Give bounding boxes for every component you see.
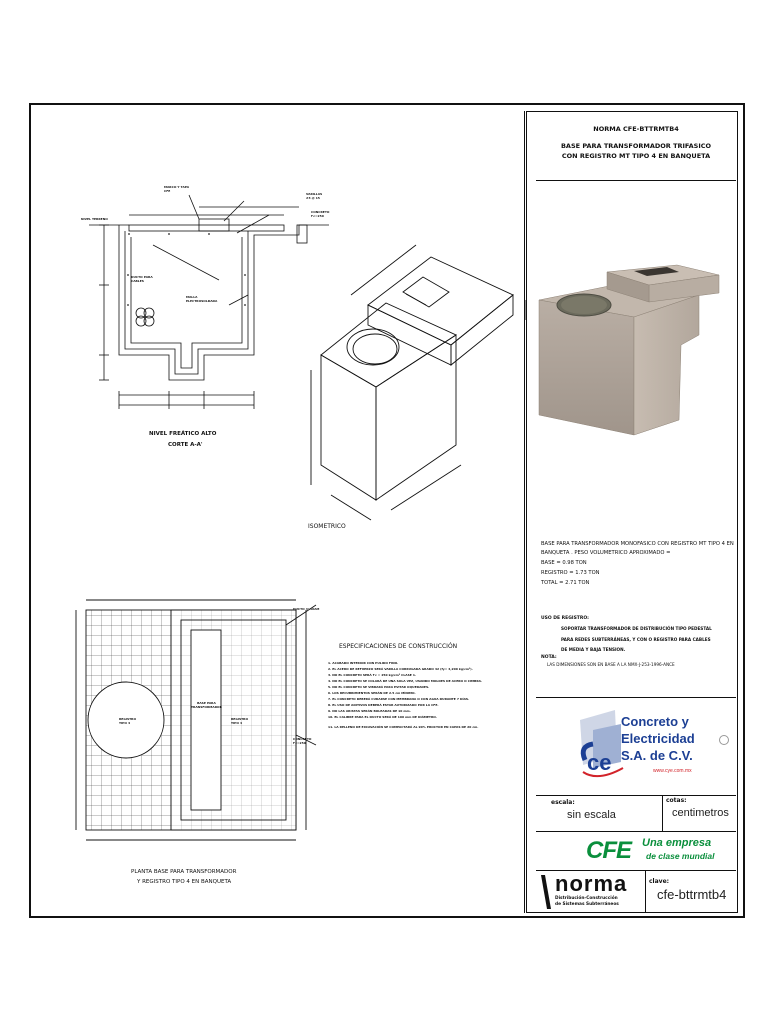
specs-title: ESPECIFICACIONES DE CONSTRUCCIÓN <box>339 643 458 650</box>
base-3d-render <box>539 245 729 455</box>
plan-label-ducto: DUCTO 4" DIAM <box>293 607 320 611</box>
norma-logo-text: norma <box>555 871 628 896</box>
plan-label-concreto: CONCRETO f'c=250 <box>293 737 312 745</box>
escala-value: sin escala <box>567 809 616 821</box>
uso-line-2: PARA REDES SUBTERRÁNEAS, Y CON O REGISTRO PARA CABLES <box>561 637 711 642</box>
svg-text:ce: ce <box>587 750 612 775</box>
spec-item: 4. NO EL CONCRETO SE COLARÁ DE UNA SOLA VEZ, USANDO MOLDES DE ACERO O CIMBRA. <box>328 679 483 683</box>
plan-label-registro-2: REGISTRO TIPO 4 <box>231 717 249 725</box>
spec-item: 2. EL ACERO DE REFUERZO SERÁ VARILLA CORRUGADA GRADO 42 (fy= 4,200 kg/cm²). <box>328 667 473 671</box>
uso-label: USO DE REGISTRO: <box>541 616 589 621</box>
cotas-label: cotas: <box>666 797 687 804</box>
norma-sub-1: Distribución-Construcción <box>555 896 618 901</box>
cfe-tagline-2: de clase mundial <box>646 851 715 861</box>
total-weight: TOTAL = 2.71 TON <box>541 580 590 586</box>
company-url[interactable]: www.cye.com.mx <box>653 768 692 774</box>
cfe-logo-text: CFE <box>586 837 631 864</box>
spec-item: 10. EL CALIBRE PARA EL DUCTO SERÁ DE 100 mm DE DIÁMETRO. <box>328 715 437 719</box>
spec-item: 11. LA RELLENO DE EXCAVACIÓN SE COMPACTARÁ AL 90% PROCTOR EN CAPAS DE 20 cm. <box>328 725 479 729</box>
uso-line-3: DE MEDIA Y BAJA TENSION. <box>561 647 626 652</box>
cye-logo <box>575 710 725 790</box>
nota-label: NOTA: <box>541 655 557 660</box>
spec-item: 9. NO LAS ARISTAS SERÁN BOLEADAS DE 10 mm. <box>328 709 411 713</box>
title-block-divider-v1 <box>662 795 663 831</box>
cfe-tagline-1: Una empresa <box>642 837 712 849</box>
title-line-2: CON REGISTRO MT TIPO 4 EN BANQUETA <box>561 152 711 160</box>
registered-mark-icon <box>719 735 729 745</box>
registro-weight: REGISTRO = 1.73 TON <box>541 570 600 576</box>
title-block-divider-4 <box>536 831 736 832</box>
weights-block <box>541 540 737 588</box>
label-varillas: VARILLAS #3 @ 15 <box>306 192 323 200</box>
label-concreto: CONCRETO f'c=250 <box>311 210 330 218</box>
title-block-divider-3 <box>536 795 736 796</box>
section-caption-1: NIVEL FREÁTICO ALTO <box>149 431 217 437</box>
plan-label-base: BASE PARA TRANSFORMADOR <box>191 701 222 709</box>
mono-description: BASE PARA TRANSFORMADOR MONOFASICO CON REGISTRO MT TIPO 4 EN BANQUETA . PESO VOLUMETRICO APROXIMADO = <box>541 541 734 556</box>
label-marco: MARCO Y TAPA CFE <box>164 185 190 193</box>
norma-logo <box>539 873 643 913</box>
spec-item: 6. LOS RECUBRIMIENTOS SERÁN DE 2.5 cm MÍNIMO. <box>328 691 416 695</box>
title-block-divider-v2 <box>645 870 646 913</box>
clave-value: cfe-bttrmtb4 <box>657 887 727 902</box>
label-malla: MALLA ELECTROSOLDADA <box>186 295 218 303</box>
label-ducto: DUCTO PARA CABLES <box>131 275 153 283</box>
escala-label: escala: <box>551 799 575 806</box>
cfe-logo <box>586 835 736 869</box>
specs-list <box>328 661 524 729</box>
title-block-divider-left <box>524 111 525 913</box>
company-line-2: Electricidad <box>621 731 695 746</box>
norma-logo-icon <box>539 875 553 909</box>
title-block <box>526 111 738 913</box>
section-caption-2: CORTE A-A' <box>168 442 203 448</box>
label-nivel-terreno: NIVEL TERRENO <box>81 217 108 221</box>
cotas-value: centimetros <box>672 807 729 819</box>
isometric-drawing <box>291 195 521 525</box>
title-block-divider-2 <box>536 697 736 698</box>
title-line-1: BASE PARA TRANSFORMADOR TRIFASICO <box>560 142 712 150</box>
title-block-divider-1 <box>536 180 736 181</box>
spec-item: 7. EL CONCRETO DEBERÁ CURARSE CON MEMBRANA O CON AGUA DURANTE 7 DÍAS. <box>328 697 470 701</box>
plan-label-registro: REGISTRO TIPO 4 <box>119 717 137 725</box>
uso-line-1: SOPORTAR TRANSFORMADOR DE DISTRIBUCIÓN TIPO PEDESTAL <box>561 626 712 631</box>
plan-view-drawing <box>71 595 321 855</box>
company-line-1: Concreto y <box>621 714 689 729</box>
norma-sub-2: de Sistemas Subterráneos <box>555 902 619 907</box>
plan-caption-1: PLANTA BASE PARA TRANSFORMADOR <box>131 869 237 875</box>
drawing-sheet <box>29 103 745 918</box>
clave-label: clave: <box>649 878 670 885</box>
spec-item: 1. ACABADO INTERIOR CON PULIDO FINO. <box>328 661 399 665</box>
base-weight: BASE = 0.98 TON <box>541 560 587 566</box>
nota-text: LAS DIMENSIONES SON EN BASE A LA NMX-J-253-1996-ANCE <box>547 662 675 667</box>
company-line-3: S.A. de C.V. <box>621 748 693 763</box>
spec-item: 3. NO EL CONCRETO SERÁ f'c = 250 kg/cm² CLASE 1. <box>328 673 417 677</box>
spec-item: 8. EL USO DE ADITIVOS DEBERÁ ESTAR AUTORIZADO POR LA CFE. <box>328 703 439 707</box>
uso-block <box>541 615 737 669</box>
norma-code: NORMA CFE-BTTRMTB4 <box>593 125 679 133</box>
plan-caption-2: Y REGISTRO TIPO 4 EN BANQUETA <box>137 879 232 885</box>
isometric-caption: ISOMETRICO <box>308 523 346 530</box>
spec-item: 5. NO EL CONCRETO SE VIBRARÁ PARA EVITAR OQUEDADES. <box>328 685 430 689</box>
